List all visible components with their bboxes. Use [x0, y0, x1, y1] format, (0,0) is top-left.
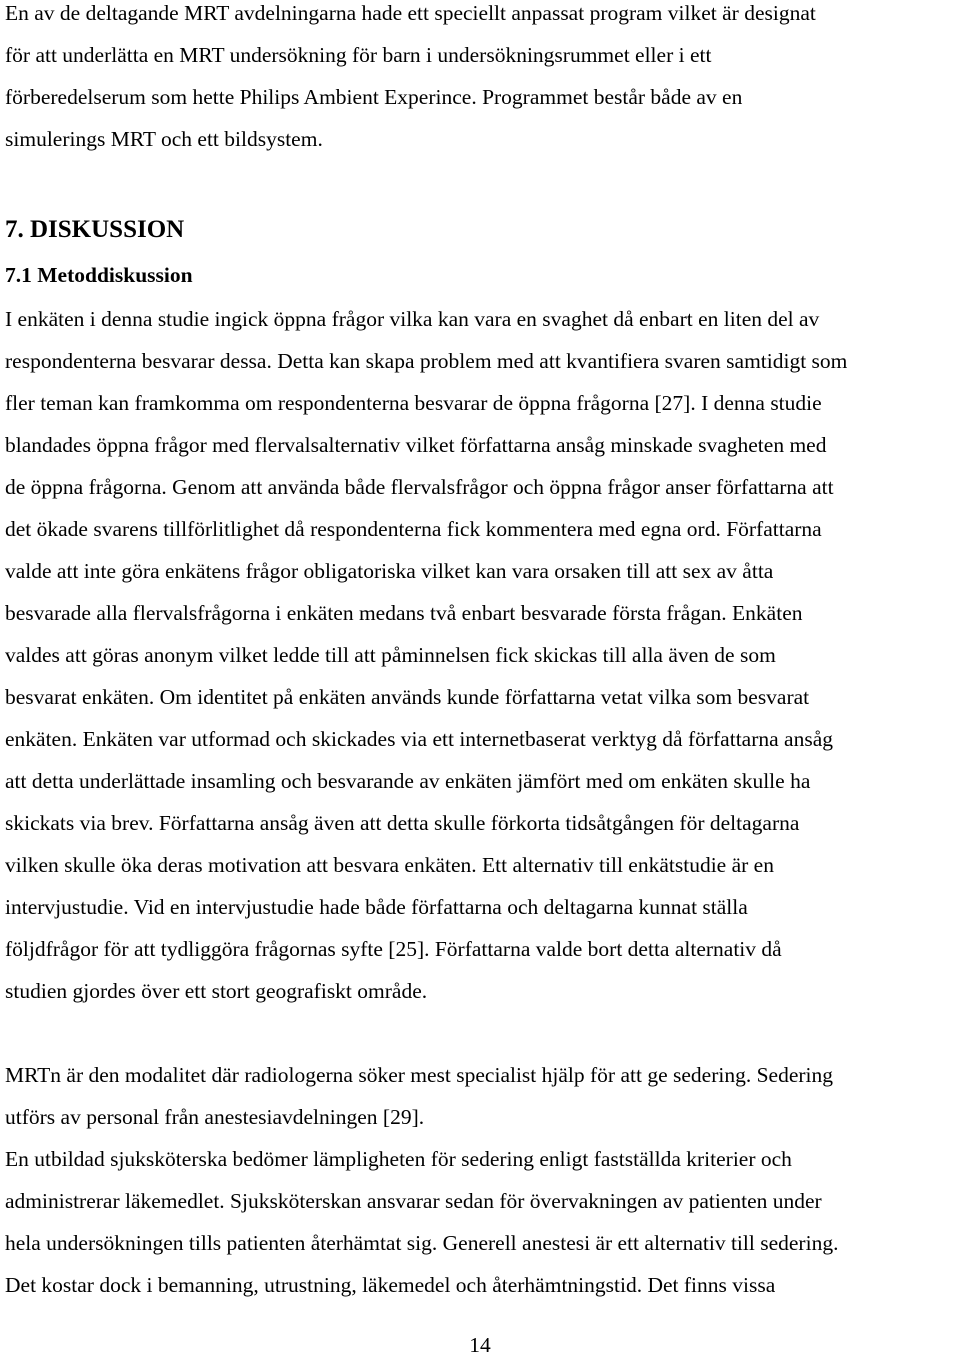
text-line: studien gjordes över ett stort geografiskt område.	[5, 979, 428, 1003]
text-line: MRTn är den modalitet där radiologerna söker mest specialist hjälp för att ge sedering. Sedering	[5, 1063, 834, 1087]
text-line: fler teman kan framkomma om respondenterna besvarar de öppna frågorna [27]. I denna studie	[5, 391, 822, 415]
text-line: hela undersökningen tills patienten återhämtat sig. Generell anestesi är ett alternativ till sedering.	[5, 1231, 839, 1255]
text-line: för att underlätta en MRT undersökning för barn i undersökningsrummet eller i ett	[5, 43, 712, 67]
text-line: valde att inte göra enkätens frågor obligatoriska vilket kan vara orsaken till att sex av åtta	[5, 559, 774, 583]
text-line: intervjustudie. Vid en intervjustudie hade både författarna och deltagarna kunnat ställa	[5, 895, 748, 919]
text-line: En av de deltagande MRT avdelningarna hade ett speciellt anpassat program vilket är designat	[5, 1, 816, 25]
text-line: respondenterna besvarar dessa. Detta kan skapa problem med att kvantifiera svaren samtidigt som	[5, 349, 848, 373]
text-line: enkäten. Enkäten var utformad och skickades via ett internetbaserat verktyg då författarna ansåg	[5, 727, 833, 751]
text-line: valdes att göras anonym vilket ledde till att påminnelsen fick skickas till alla även de som	[5, 643, 776, 667]
text-line: skickats via brev. Författarna ansåg även att detta skulle förkorta tidsåtgången för deltagarna	[5, 811, 800, 835]
text-line: besvarade alla flervalsfrågorna i enkäten medans två enbart besvarade första frågan. Enkäten	[5, 601, 803, 625]
text-line: att detta underlättade insamling och besvarande av enkäten jämfört med om enkäten skulle ha	[5, 769, 811, 793]
text-line: följdfrågor för att tydliggöra frågornas syfte [25]. Författarna valde bort detta alternativ då	[5, 937, 782, 961]
text-line: I enkäten i denna studie ingick öppna frågor vilka kan vara en svaghet då enbart en liten del av	[5, 307, 820, 331]
text-line: vilken skulle öka deras motivation att besvara enkäten. Ett alternativ till enkätstudie är en	[5, 853, 774, 877]
text-line: simulerings MRT och ett bildsystem.	[5, 127, 323, 151]
text-line: utförs av personal från anestesiavdelningen [29].	[5, 1105, 425, 1129]
text-line: administrerar läkemedlet. Sjuksköterskan ansvarar sedan för övervakningen av patienten under	[5, 1189, 822, 1213]
text-line: de öppna frågorna. Genom att använda både flervalsfrågor och öppna frågor anser författarna att	[5, 475, 834, 499]
text-line: det ökade svarens tillförlitlighet då respondenterna fick kommentera med egna ord. Författarna	[5, 517, 822, 541]
text-line: En utbildad sjuksköterska bedömer lämpligheten för sedering enligt fastställda kriterier och	[5, 1147, 792, 1171]
text-line: blandades öppna frågor med flervalsalternativ vilket författarna ansåg minskade svagheten med	[5, 433, 827, 457]
text-line: Det kostar dock i bemanning, utrustning, läkemedel och återhämtningstid. Det finns vissa	[5, 1273, 776, 1297]
page-number: 14	[469, 1333, 491, 1357]
section-heading: 7. DISKUSSION	[5, 216, 185, 243]
text-line: förberedelserum som hette Philips Ambient Experince. Programmet består både av en	[5, 85, 743, 109]
subsection-heading: 7.1 Metoddiskussion	[5, 263, 193, 287]
text-line: besvarat enkäten. Om identitet på enkäten används kunde författarna vetat vilka som besvarat	[5, 685, 810, 709]
